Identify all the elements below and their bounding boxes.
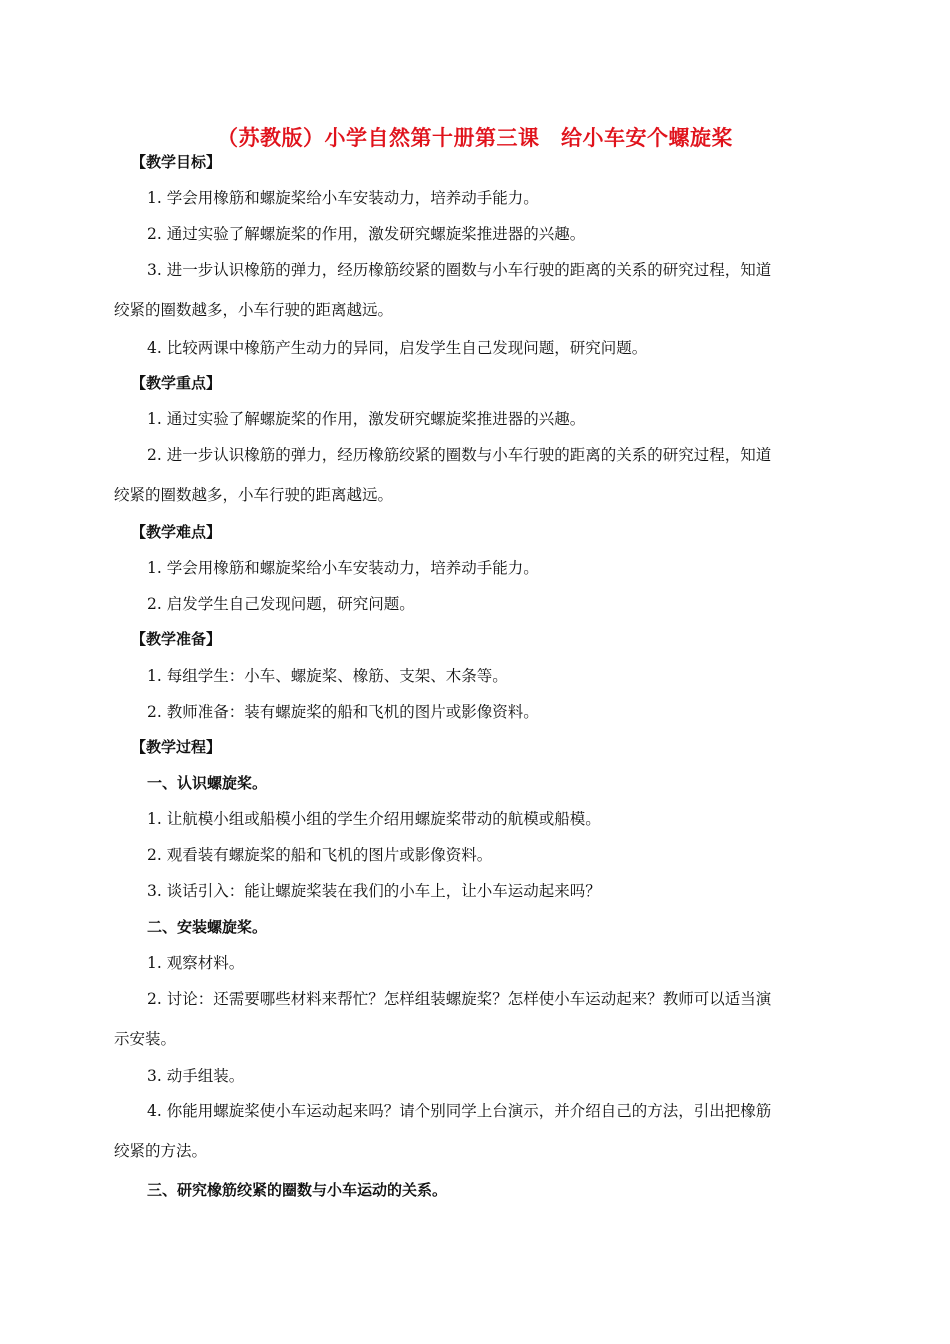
- preparation-heading: 【教学准备】: [131, 630, 222, 648]
- objective-item-continuation: 绞紧的圈数越多，小车行驶的距离越远。: [114, 301, 394, 319]
- process-heading: 【教学过程】: [131, 738, 222, 756]
- objective-item: 2. 通过实验了解螺旋桨的作用，激发研究螺旋桨推进器的兴趣。: [147, 225, 586, 243]
- key-point-item-continuation: 绞紧的圈数越多，小车行驶的距离越远。: [114, 486, 394, 504]
- preparation-item: 1. 每组学生：小车、螺旋桨、橡筋、支架、木条等。: [147, 667, 508, 685]
- key-point-item: 2. 进一步认识橡筋的弹力，经历橡筋绞紧的圈数与小车行驶的距离的关系的研究过程，知道: [147, 446, 772, 464]
- difficulties-heading: 【教学难点】: [131, 523, 222, 541]
- process-item: 1. 让航模小组或船模小组的学生介绍用螺旋桨带动的航模或船模。: [147, 810, 601, 828]
- process-item: 2. 讨论：还需要哪些材料来帮忙？怎样组装螺旋桨？怎样使小车运动起来？教师可以适当演: [147, 990, 772, 1008]
- objective-item: 3. 进一步认识橡筋的弹力，经历橡筋绞紧的圈数与小车行驶的距离的关系的研究过程，知道: [147, 261, 772, 279]
- section-title: 二、安装螺旋桨。: [147, 918, 268, 936]
- objective-item: 1. 学会用橡筋和螺旋桨给小车安装动力，培养动手能力。: [147, 189, 539, 207]
- process-item: 3. 谈话引入：能让螺旋桨装在我们的小车上，让小车运动起来吗？: [147, 882, 601, 900]
- process-item: 1. 观察材料。: [147, 954, 245, 972]
- page-title: （苏教版）小学自然第十册第三课 给小车安个螺旋桨: [217, 126, 733, 150]
- objective-item: 4. 比较两课中橡筋产生动力的异同，启发学生自己发现问题，研究问题。: [147, 339, 648, 357]
- process-item-continuation: 示安装。: [114, 1030, 177, 1048]
- key-points-heading: 【教学重点】: [131, 374, 222, 392]
- key-point-item: 1. 通过实验了解螺旋桨的作用，激发研究螺旋桨推进器的兴趣。: [147, 410, 586, 428]
- process-item: 3. 动手组装。: [147, 1067, 245, 1085]
- process-item: 4. 你能用螺旋桨使小车运动起来吗？请个别同学上台演示，并介绍自己的方法，引出把橡筋: [147, 1102, 772, 1120]
- process-item-continuation: 绞紧的方法。: [114, 1142, 208, 1160]
- difficulty-item: 1. 学会用橡筋和螺旋桨给小车安装动力，培养动手能力。: [147, 559, 539, 577]
- difficulty-item: 2. 启发学生自己发现问题，研究问题。: [147, 595, 415, 613]
- objectives-heading: 【教学目标】: [131, 153, 222, 171]
- process-item: 2. 观看装有螺旋桨的船和飞机的图片或影像资料。: [147, 846, 493, 864]
- preparation-item: 2. 教师准备：装有螺旋桨的船和飞机的图片或影像资料。: [147, 703, 539, 721]
- section-title: 三、研究橡筋绞紧的圈数与小车运动的关系。: [147, 1181, 448, 1199]
- section-title: 一、认识螺旋桨。: [147, 774, 268, 792]
